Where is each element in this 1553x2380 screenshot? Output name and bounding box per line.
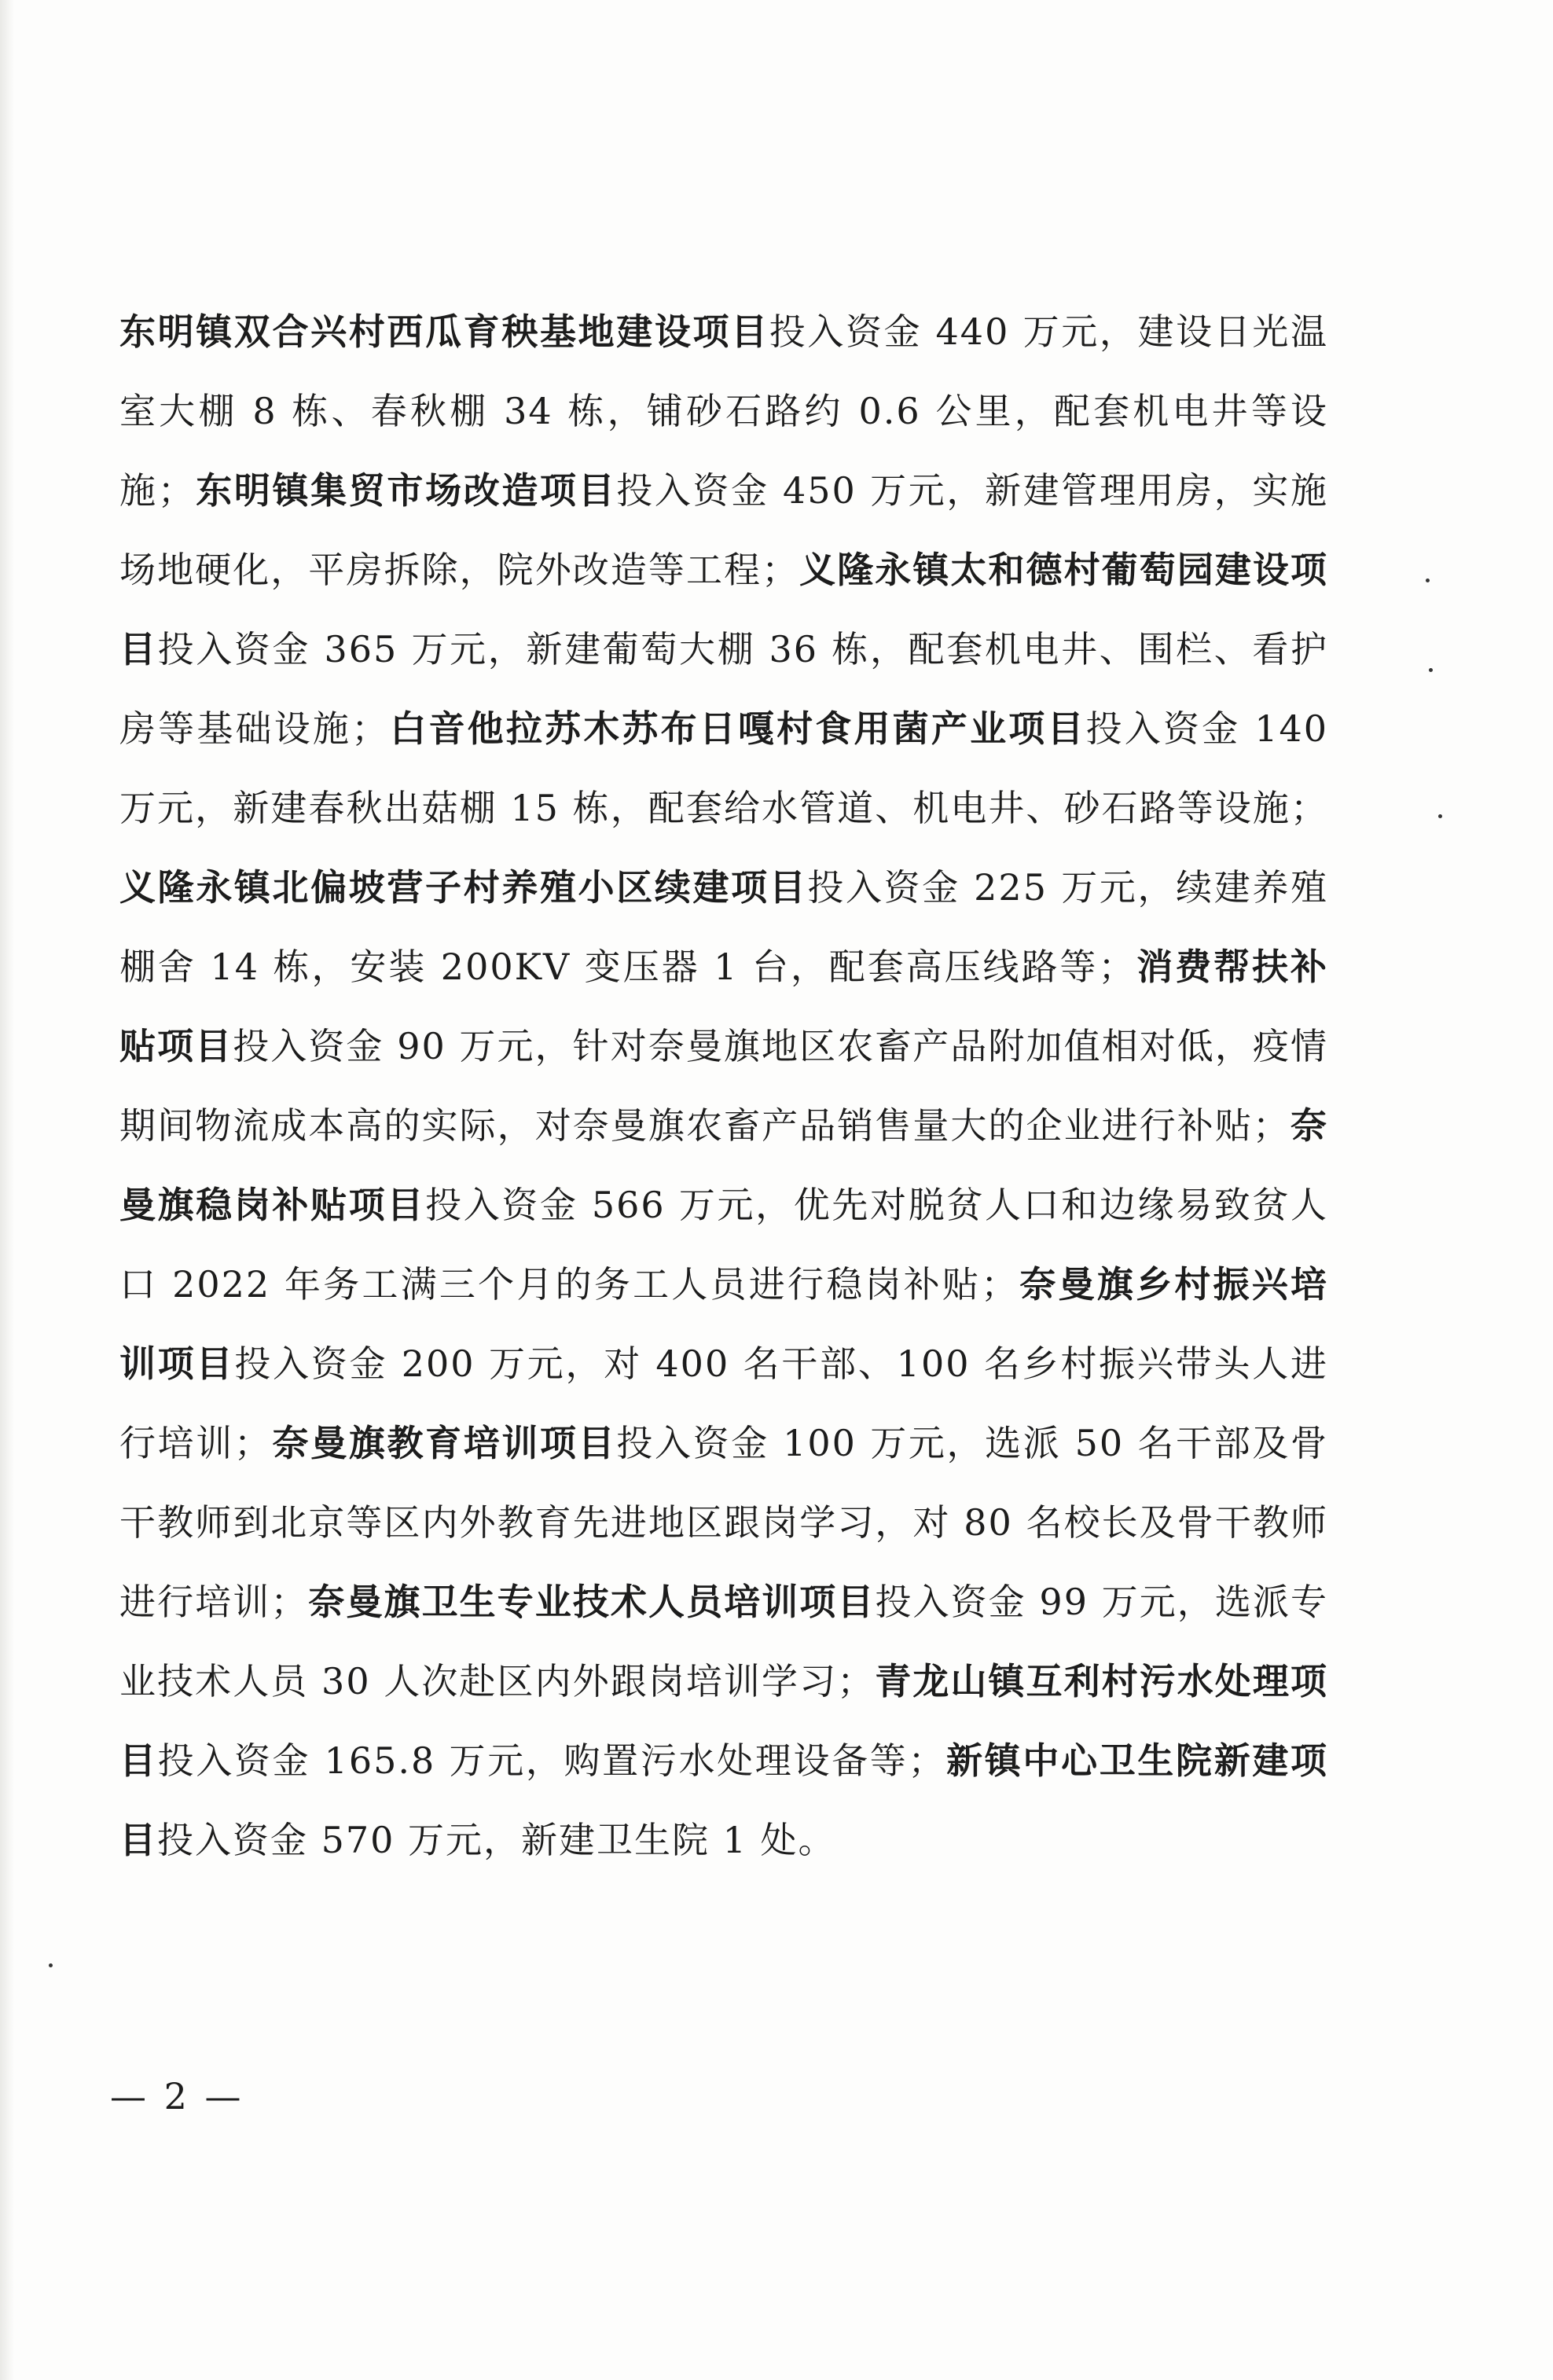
project-description: 投入资金 440 万元，建设日光温室大棚 8 栋、春秋棚 34 栋，铺砂石路约 0.6 公里，配套机电井等设施； — [119, 310, 1329, 512]
scan-speck — [1426, 578, 1430, 582]
page-number: — 2 — — [110, 2075, 244, 2117]
project-title: 奈曼旗乡村振兴培训项目 — [119, 1263, 1329, 1385]
project-description: 投入资金 225 万元，续建养殖棚舍 14 栋，安装 200KV 变压器 1 台，配套高压线路等； — [119, 866, 1329, 988]
project-title: 义隆永镇北偏坡营子村养殖小区续建项目 — [119, 866, 808, 909]
project-title: 奈曼旗卫生专业技术人员培训项目 — [308, 1581, 876, 1623]
project-title: 奈曼旗教育培训项目 — [271, 1422, 617, 1464]
project-description: 投入资金 165.8 万元，购置污水处理设备等； — [157, 1739, 946, 1782]
scan-edge — [0, 0, 14, 2380]
project-title: 新镇中心卫生院新建项目 — [119, 1739, 1329, 1861]
project-description: 投入资金 90 万元，针对奈曼旗地区农畜产品附加值相对低，疫情期间物流成本高的实际，对奈曼旗农畜产品销售量大的企业进行补贴； — [119, 1025, 1329, 1147]
project-title: 奈曼旗稳岗补贴项目 — [119, 1104, 1329, 1226]
project-description: 投入资金 99 万元，选派专业技术人员 30 人次赴区内外跟岗培训学习； — [119, 1581, 1329, 1702]
scan-speck — [49, 1963, 53, 1967]
project-description: 投入资金 140 万元，新建春秋出菇棚 15 栋，配套给水管道、机电井、砂石路等设施； — [119, 707, 1329, 829]
project-description: 投入资金 365 万元，新建葡萄大棚 36 栋，配套机电井、围栏、看护房等基础设施； — [119, 628, 1328, 750]
project-title: 东明镇集贸市场改造项目 — [195, 469, 617, 512]
project-title: 白音他拉苏木苏布日嘎村食用菌产业项目 — [389, 707, 1086, 750]
project-description: 投入资金 566 万元，优先对脱贫人口和边缘易致贫人口 2022 年务工满三个月的务工人员进行稳岗补贴； — [119, 1184, 1329, 1306]
scan-speck — [1429, 668, 1433, 672]
scan-speck — [1438, 814, 1442, 818]
project-title: 消费帮扶补贴项目 — [119, 946, 1328, 1067]
project-title: 东明镇双合兴村西瓜育秧基地建设项目 — [119, 310, 769, 353]
project-title: 青龙山镇互利村污水处理项目 — [119, 1660, 1328, 1782]
project-description: 投入资金 570 万元，新建卫生院 1 处。 — [157, 1819, 836, 1861]
project-description: 投入资金 200 万元，对 400 名干部、100 名乡村振兴带头人进行培训； — [119, 1342, 1329, 1464]
project-description: 投入资金 450 万元，新建管理用房，实施场地硬化，平房拆除，院外改造等工程； — [119, 469, 1329, 591]
project-title: 义隆永镇太和德村葡萄园建设项目 — [119, 549, 1329, 670]
project-description: 投入资金 100 万元，选派 50 名干部及骨干教师到北京等区内外教育先进地区跟岗学习，对 80 名校长及骨干教师进行培训； — [119, 1422, 1328, 1623]
body-paragraph — [119, 292, 1328, 1880]
